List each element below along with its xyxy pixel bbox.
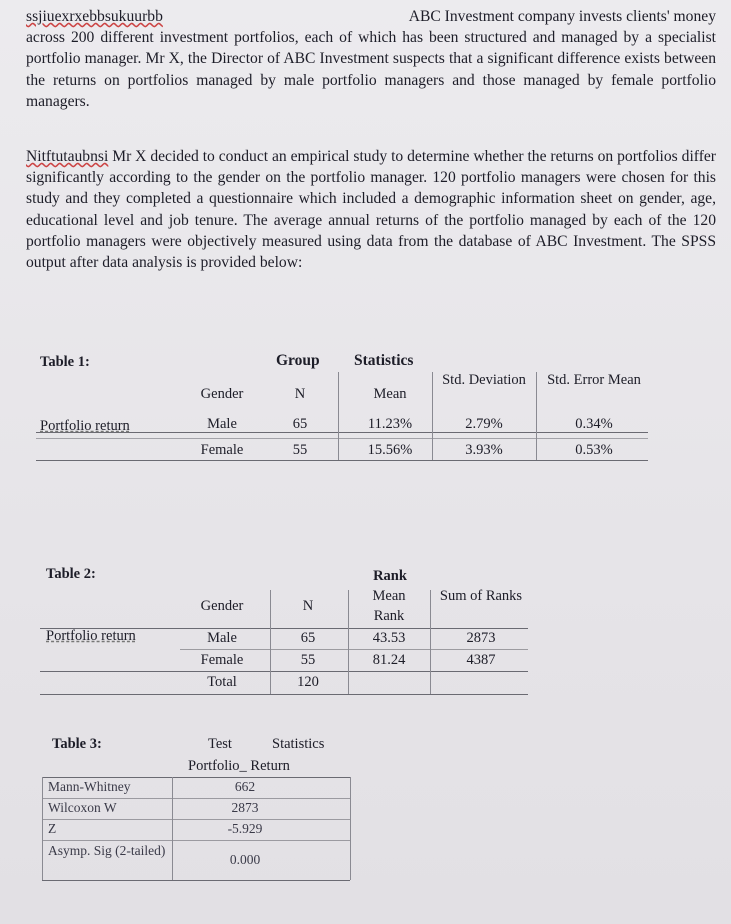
table1-rule xyxy=(36,460,648,461)
table1-divider xyxy=(536,372,537,460)
table3-title-right: Statistics xyxy=(272,736,325,752)
table1-divider xyxy=(338,372,339,460)
table3-divider xyxy=(350,777,351,880)
table2-cell: 43.53 xyxy=(372,630,406,646)
squiggle-text: Nitftutaubnsi xyxy=(26,148,109,165)
table2-divider xyxy=(430,590,431,694)
table2-row-label: Portfolio return xyxy=(46,628,136,644)
table2-divider xyxy=(270,590,271,694)
table2-rule xyxy=(40,671,528,672)
table3-rule xyxy=(42,880,350,881)
intro-body: across 200 different investment portfolios, each of which has been structured and managed by a specialist portfolio manager. Mr X, the Director of ABC Investment suspects that a significant difference exists between the returns on portfolios managed by male portfolio managers and those managed by female portfolio managers. xyxy=(26,29,716,110)
table1-cell: 0.53% xyxy=(575,442,613,458)
table1-cell: Male xyxy=(207,416,237,432)
table1-header-std-dev: Std. Deviation xyxy=(442,372,526,388)
table2-divider xyxy=(348,590,349,694)
study-paragraph xyxy=(26,146,716,273)
table1-header-std-err: Std. Error Mean xyxy=(547,372,641,388)
table2-cell: Male xyxy=(207,630,237,646)
table1-header-mean: Mean xyxy=(373,386,407,402)
table3-rule xyxy=(42,840,350,841)
table2-cell: 2873 xyxy=(466,630,496,646)
table3-stat-value: 2873 xyxy=(231,800,259,815)
table3-divider xyxy=(172,777,173,880)
table3-stat-label: Asymp. Sig (2-tailed) xyxy=(48,843,166,858)
table1-title-left: Group xyxy=(276,352,320,369)
table2-header-n: N xyxy=(302,598,314,614)
squiggle-text: ssjiuexrxebbsukuurbb xyxy=(26,8,163,25)
table1-rule xyxy=(36,438,648,439)
table2-header-gender: Gender xyxy=(200,598,244,614)
table2-cell: 81.24 xyxy=(372,652,406,668)
study-body: Mr X decided to conduct an empirical study to determine whether the returns on portfolios differ significantly according to the gender on the portfolio manager. 120 portfolio managers were chosen for this study and they completed a questionnaire which included a demographic information sheet on gender, age, educational level and job tenure. The average annual returns of the portfolio managed by each of the 120 portfolio managers were objectively measured using data from the database of ABC Investment. The SPSS output after data analysis is provided below: xyxy=(26,148,716,272)
table2-cell: Female xyxy=(200,652,244,668)
table3-title-left: Test xyxy=(208,736,232,752)
table2-rule xyxy=(180,649,528,650)
table3-label: Table 3: xyxy=(52,736,102,752)
table1-cell: 55 xyxy=(292,442,308,458)
table2-rule xyxy=(40,694,528,695)
table2-header-sum-ranks: Sum of Ranks xyxy=(439,588,523,604)
table2-cell: 55 xyxy=(300,652,316,668)
table1-row-label: Portfolio return xyxy=(40,418,130,434)
table3-stat-value: 662 xyxy=(234,779,256,794)
table1-cell: 15.56% xyxy=(367,442,413,458)
table1-cell: Female xyxy=(200,442,244,458)
table1-title-right: Statistics xyxy=(354,352,414,369)
table3-divider xyxy=(42,777,43,880)
table2-title: Rank xyxy=(373,568,407,584)
table3-stat-label: Wilcoxon W xyxy=(48,800,117,815)
table1-cell: 11.23% xyxy=(367,416,413,432)
table1-header-gender: Gender xyxy=(200,386,244,402)
table2-cell: Total xyxy=(207,674,237,690)
table3-stat-value: -5.929 xyxy=(227,821,263,836)
table1-cell: 3.93% xyxy=(465,442,503,458)
table2-cell: 4387 xyxy=(466,652,496,668)
table3-stat-label: Mann-Whitney xyxy=(48,779,131,794)
table1-header-n: N xyxy=(294,386,306,402)
table3-rule xyxy=(42,819,350,820)
table2-cell: 65 xyxy=(300,630,316,646)
intro-paragraph xyxy=(26,6,716,112)
table3-column-header: Portfolio_ Return xyxy=(188,758,290,774)
table1-cell: 0.34% xyxy=(575,416,613,432)
table3-stat-label: Z xyxy=(48,821,57,836)
table2-header-mean-rank: Mean Rank xyxy=(372,588,406,624)
table2-label: Table 2: xyxy=(46,566,96,582)
table1-label: Table 1: xyxy=(40,354,90,370)
table3-rule xyxy=(42,777,350,778)
table2-cell: 120 xyxy=(297,674,319,690)
table3-rule xyxy=(42,798,350,799)
table1-cell: 2.79% xyxy=(465,416,503,432)
first-line-text: ABC Investment company invests clients' money xyxy=(408,8,716,25)
table3-stat-value: 0.000 xyxy=(229,852,261,867)
table1-divider xyxy=(432,372,433,460)
table1-cell: 65 xyxy=(292,416,308,432)
